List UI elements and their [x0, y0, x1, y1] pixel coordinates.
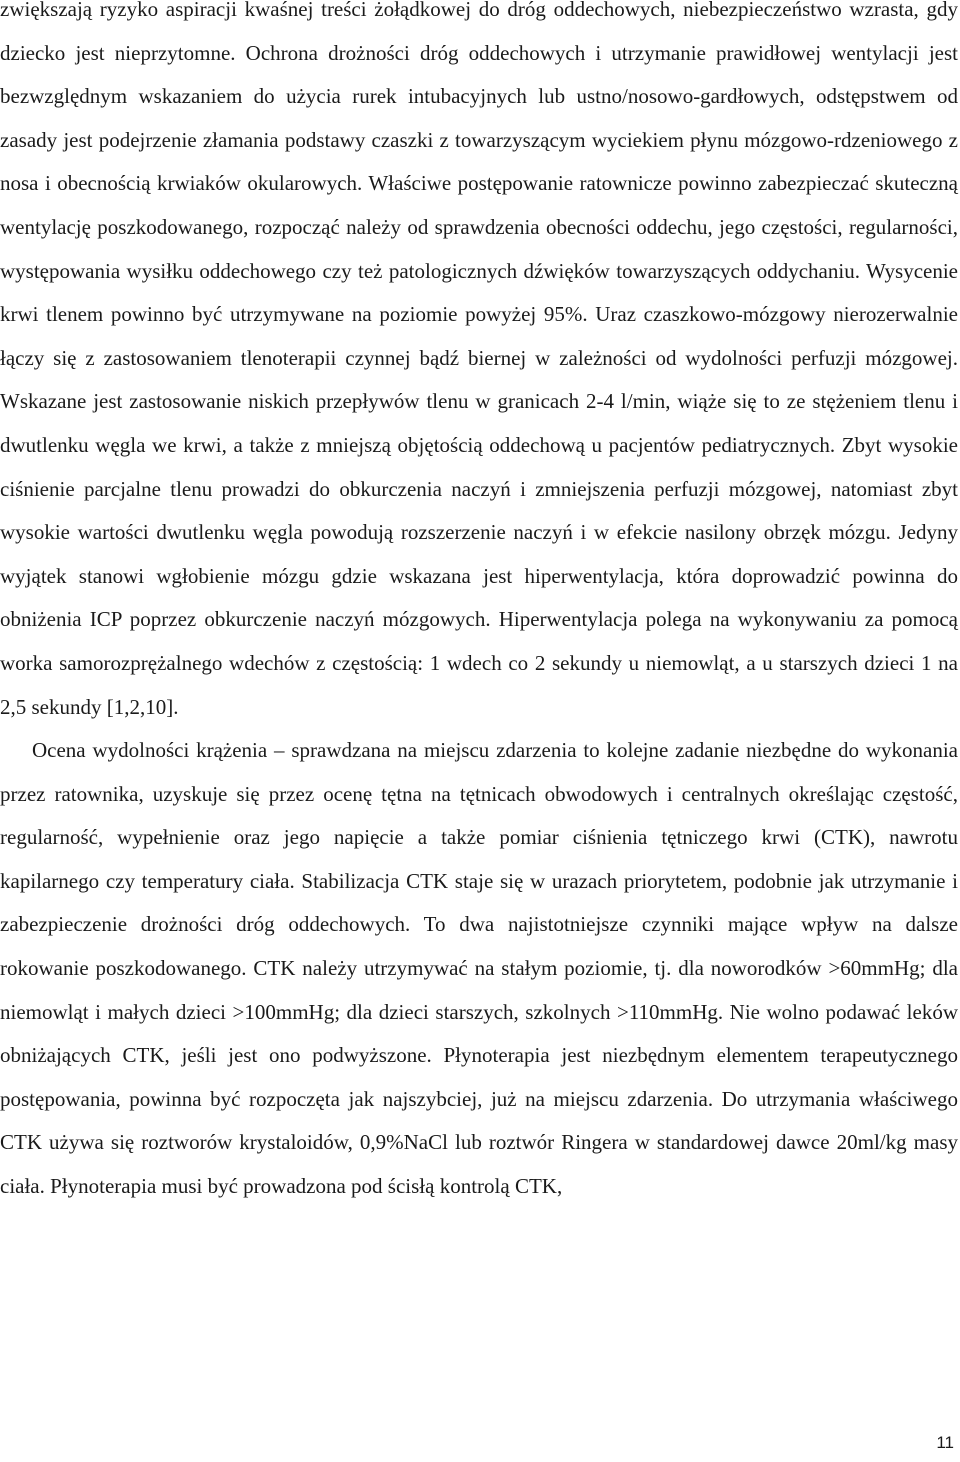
paragraph-continuation: zwiększają ryzyko aspiracji kwaśnej treści żołądkowej do dróg oddechowych, niebezpieczeństwo wzrasta, gdy dziecko jest nieprzytomne. Ochrona drożności dróg oddechowych i utrzymanie prawidłowej wentylacji jest bezwzględnym wskazaniem do użycia rurek intubacyjnych lub ustno/nosowo-gardłowych, odstępstwem od zasady jest podejrzenie złamania podstawy czaszki z towarzyszącym wyciekiem płynu mózgowo-rdzeniowego z nosa i obecnością krwiaków okularowych. Właściwe postępowanie ratownicze powinno zabezpieczać skuteczną wentylację poszkodowanego, rozpocząć należy od sprawdzenia obecności oddechu, jego częstości, regularności, występowania wysiłku oddechowego czy też patologicznych dźwięków towarzyszących oddychaniu. Wysycenie krwi tlenem powinno być utrzymywane na poziomie powyżej 95%. Uraz czaszkowo-mózgowy nierozerwalnie łączy się z zastosowaniem tlenoterapii czynnej bądź biernej w zależności od wydolności perfuzji mózgowej. Wskazane jest zastosowanie niskich przepływów tlenu w granicach 2-4 l/min, wiąże się to ze stężeniem tlenu i dwutlenku węgla we krwi, a także z mniejszą objętością oddechową u pacjentów pediatrycznych. Zbyt wysokie ciśnienie parcjalne tlenu prowadzi do obkurczenia naczyń i zmniejszenia perfuzji mózgowej, natomiast zbyt wysokie wartości dwutlenku węgla powodują rozszerzenie naczyń i w efekcie nasilony obrzęk mózgu. Jedyny wyjątek stanowi wgłobienie mózgu gdzie wskazana jest hiperwentylacja, która doprowadzić powinna do obniżenia ICP poprzez obkurczenie naczyń mózgowych. Hiperwentylacja polega na wykonywaniu za pomocą worka samorozprężalnego wdechów z częstością: 1 wdech co 2 sekundy u niemowląt, a u starszych dzieci 1 na 2,5 sekundy [1,2,10]. [0, 0, 958, 719]
page-number: 11 [936, 1433, 954, 1452]
paragraph-circulation-assessment: Ocena wydolności krążenia – sprawdzana na miejscu zdarzenia to kolejne zadanie niezbędne do wykonania przez ratownika, uzyskuje się przez ocenę tętna na tętnicach obwodowych i centralnych określając częstość, regularność, wypełnienie oraz jego napięcie a także pomiar ciśnienia tętniczego krwi (CTK), nawrotu kapilarnego czy temperatury ciała. Stabilizacja CTK staje się w urazach priorytetem, podobnie jak utrzymanie i zabezpieczenie drożności dróg oddechowych. To dwa najistotniejsze czynniki mające wpływ na dalsze rokowanie poszkodowanego. CTK należy utrzymywać na stałym poziomie, tj. dla noworodków >60mmHg; dla niemowląt i małych dzieci >100mmHg; dla dzieci starszych, szkolnych >110mmHg. Nie wolno podawać leków obniżających CTK, jeśli jest ono podwyższone. Płynoterapia jest niezbędnym elementem terapeutycznego postępowania, powinna być rozpoczęta jak najszybciej, już na miejscu zdarzenia. Do utrzymania właściwego CTK używa się roztworów krystaloidów, 0,9%NaCl lub roztwór Ringera w standardowej dawce 20ml/kg masy ciała. Płynoterapia musi być prowadzona pod ścisłą kontrolą CTK, [0, 738, 958, 1199]
